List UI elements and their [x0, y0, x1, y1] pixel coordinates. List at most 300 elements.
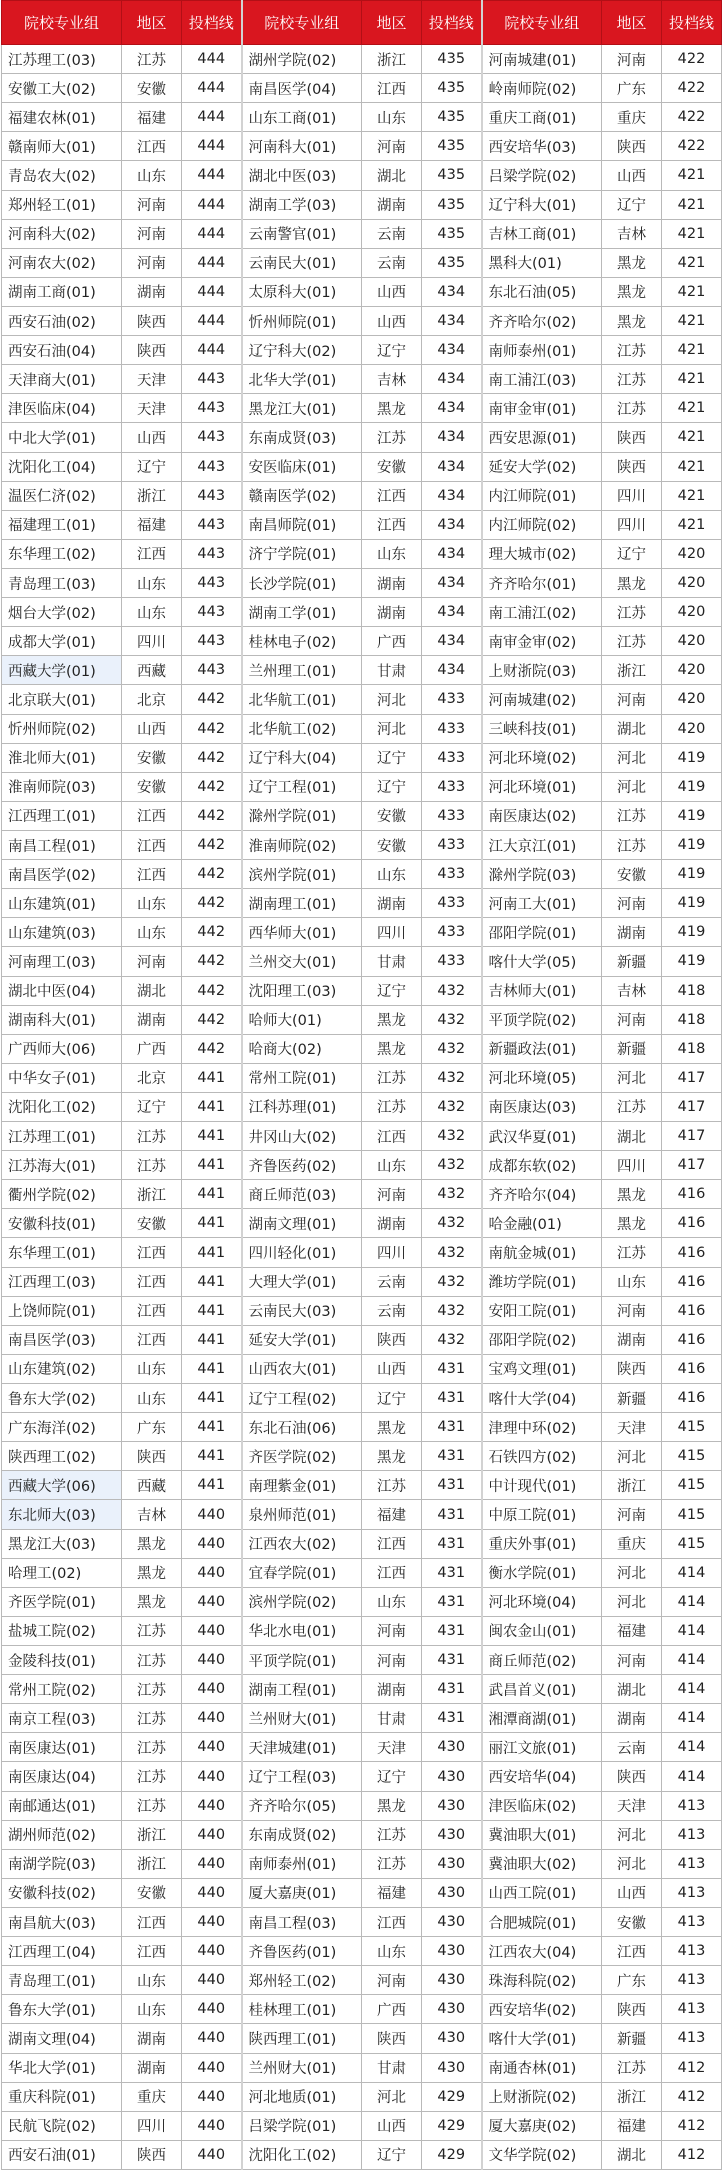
- cell-region: 辽宁: [362, 1384, 422, 1413]
- cell-region: 山东: [122, 568, 182, 597]
- cell-region: 安徽: [122, 743, 182, 772]
- cell-region: 广东: [602, 74, 662, 103]
- cell-score: 430: [422, 2024, 482, 2053]
- cell-name: 西安培华(02): [482, 1995, 602, 2024]
- cell-score: 413: [662, 1908, 722, 1937]
- cell-name: 湖州学院(02): [242, 45, 362, 74]
- cell-name: 西安石油(02): [2, 306, 122, 335]
- cell-region: 江西: [362, 74, 422, 103]
- table-row: [2, 656, 722, 685]
- table-row: [2, 336, 722, 365]
- cell-name: 广西师大(06): [2, 1034, 122, 1063]
- cell-score: 440: [182, 2111, 242, 2140]
- cell-score: 431: [422, 1384, 482, 1413]
- table-row: [2, 1704, 722, 1733]
- cell-score: 419: [662, 947, 722, 976]
- table-row: [2, 1151, 722, 1180]
- cell-name: 沈阳化工(02): [2, 1092, 122, 1121]
- cell-region: 辽宁: [362, 1762, 422, 1791]
- table-row: [2, 860, 722, 889]
- cell-region: 黑龙: [602, 248, 662, 277]
- cell-score: 415: [662, 1471, 722, 1500]
- cell-name: 喀什大学(04): [482, 1384, 602, 1413]
- cell-region: 山东: [362, 1151, 422, 1180]
- cell-name: 滁州学院(01): [242, 801, 362, 830]
- cell-score: 434: [422, 365, 482, 394]
- cell-region: 江苏: [362, 1471, 422, 1500]
- cell-score: 431: [422, 1500, 482, 1529]
- cell-score: 419: [662, 743, 722, 772]
- cell-name: 齐医学院(02): [242, 1442, 362, 1471]
- cell-score: 440: [182, 1529, 242, 1558]
- cell-region: 西藏: [122, 656, 182, 685]
- cell-region: 新疆: [602, 1034, 662, 1063]
- cell-name: 安阳工院(01): [482, 1296, 602, 1325]
- cell-region: 江苏: [602, 1238, 662, 1267]
- cell-name: 辽宁工程(01): [242, 772, 362, 801]
- cell-score: 413: [662, 1791, 722, 1820]
- cell-score: 434: [422, 306, 482, 335]
- cell-region: 北京: [122, 685, 182, 714]
- cell-name: 湖北中医(04): [2, 976, 122, 1005]
- cell-name: 青岛理工(03): [2, 568, 122, 597]
- cell-name: 辽宁科大(04): [242, 743, 362, 772]
- cell-name: 湖南工学(01): [242, 598, 362, 627]
- cell-region: 重庆: [602, 1529, 662, 1558]
- cell-name: 云南民大(01): [242, 248, 362, 277]
- cell-score: 444: [182, 74, 242, 103]
- cell-score: 444: [182, 45, 242, 74]
- header-cutoff-3: 投档线: [662, 1, 722, 45]
- cell-score: 444: [182, 277, 242, 306]
- cell-region: 新疆: [602, 947, 662, 976]
- cell-score: 433: [422, 743, 482, 772]
- cell-score: 431: [422, 1616, 482, 1645]
- cell-region: 江苏: [362, 1092, 422, 1121]
- cell-name: 常州工院(01): [242, 1063, 362, 1092]
- cell-name: 厦大嘉庚(01): [242, 1878, 362, 1907]
- cell-region: 四川: [602, 1151, 662, 1180]
- cell-score: 415: [662, 1442, 722, 1471]
- cell-region: 江苏: [122, 1151, 182, 1180]
- cell-score: 421: [662, 161, 722, 190]
- cell-name: 金陵科技(01): [2, 1646, 122, 1675]
- cell-name: 山东工商(01): [242, 103, 362, 132]
- cell-name: 河南科大(02): [2, 219, 122, 248]
- cell-name: 南工浦江(03): [482, 365, 602, 394]
- cell-region: 云南: [602, 1733, 662, 1762]
- cell-name: 湖南科大(01): [2, 1005, 122, 1034]
- table-row: [2, 1471, 722, 1500]
- cell-name: 安徽科技(02): [2, 1878, 122, 1907]
- cell-region: 山东: [122, 1384, 182, 1413]
- cell-region: 云南: [362, 1296, 422, 1325]
- cell-score: 414: [662, 1675, 722, 1704]
- cell-score: 440: [182, 1820, 242, 1849]
- cell-name: 陕西理工(02): [2, 1442, 122, 1471]
- cell-name: 大理大学(01): [242, 1267, 362, 1296]
- cell-score: 441: [182, 1122, 242, 1151]
- cell-region: 河北: [602, 1063, 662, 1092]
- cell-score: 415: [662, 1529, 722, 1558]
- cell-score: 443: [182, 598, 242, 627]
- cell-score: 413: [662, 1820, 722, 1849]
- cell-region: 湖南: [602, 1704, 662, 1733]
- cell-name: 黑科大(01): [482, 248, 602, 277]
- cell-region: 山东: [122, 161, 182, 190]
- cell-region: 山东: [362, 103, 422, 132]
- cell-name: 重庆外事(01): [482, 1529, 602, 1558]
- cell-name: 辽宁科大(02): [242, 336, 362, 365]
- cell-score: 412: [662, 2053, 722, 2082]
- header-region-1: 地区: [122, 1, 182, 45]
- cell-score: 441: [182, 1471, 242, 1500]
- cell-score: 420: [662, 568, 722, 597]
- cell-name: 济宁学院(01): [242, 539, 362, 568]
- cell-score: 434: [422, 656, 482, 685]
- cell-score: 442: [182, 947, 242, 976]
- cell-name: 西安石油(04): [2, 336, 122, 365]
- cell-region: 浙江: [362, 45, 422, 74]
- cell-region: 山东: [362, 539, 422, 568]
- cell-region: 河南: [362, 1966, 422, 1995]
- cell-region: 河南: [602, 685, 662, 714]
- cell-name: 石铁四方(02): [482, 1442, 602, 1471]
- cell-name: 安医临床(01): [242, 452, 362, 481]
- cell-name: 安徽工大(02): [2, 74, 122, 103]
- cell-name: 珠海科院(02): [482, 1966, 602, 1995]
- cell-region: 辽宁: [122, 1092, 182, 1121]
- cell-score: 441: [182, 1238, 242, 1267]
- cell-region: 云南: [362, 219, 422, 248]
- table-row: [2, 1267, 722, 1296]
- cell-score: 421: [662, 306, 722, 335]
- table-row: [2, 772, 722, 801]
- cell-score: 435: [422, 161, 482, 190]
- cell-name: 西安培华(04): [482, 1762, 602, 1791]
- cell-name: 江西理工(04): [2, 1937, 122, 1966]
- cell-score: 435: [422, 132, 482, 161]
- cell-region: 新疆: [602, 2024, 662, 2053]
- cell-name: 山东建筑(01): [2, 889, 122, 918]
- cell-region: 河北: [602, 1849, 662, 1878]
- table-row: [2, 452, 722, 481]
- cell-region: 河南: [122, 947, 182, 976]
- cell-name: 南湖学院(03): [2, 1849, 122, 1878]
- cell-name: 喀什大学(01): [482, 2024, 602, 2053]
- cell-score: 429: [422, 2082, 482, 2111]
- cell-score: 432: [422, 976, 482, 1005]
- cell-region: 黑龙: [122, 1587, 182, 1616]
- cell-name: 延安大学(02): [482, 452, 602, 481]
- header-school-group-3: 院校专业组: [482, 1, 602, 45]
- cell-name: 江科苏理(01): [242, 1092, 362, 1121]
- cell-name: 兰州交大(01): [242, 947, 362, 976]
- table-row: [2, 1966, 722, 1995]
- cell-name: 华北大学(01): [2, 2053, 122, 2082]
- table-row: [2, 248, 722, 277]
- cell-score: 420: [662, 685, 722, 714]
- table-row: [2, 1092, 722, 1121]
- cell-name: 湖南文理(04): [2, 2024, 122, 2053]
- cell-name: 河南理工(03): [2, 947, 122, 976]
- cell-score: 440: [182, 2053, 242, 2082]
- cell-score: 442: [182, 860, 242, 889]
- cell-score: 432: [422, 1034, 482, 1063]
- cell-score: 431: [422, 1413, 482, 1442]
- cell-region: 云南: [362, 1267, 422, 1296]
- cell-name: 内江师院(02): [482, 510, 602, 539]
- table-row: [2, 277, 722, 306]
- table-row: [2, 219, 722, 248]
- cell-name: 丽江文旅(01): [482, 1733, 602, 1762]
- cell-score: 442: [182, 801, 242, 830]
- cell-region: 江苏: [122, 1762, 182, 1791]
- table-row: [2, 1587, 722, 1616]
- cell-region: 黑龙: [122, 1558, 182, 1587]
- cell-region: 江西: [362, 1529, 422, 1558]
- cell-score: 430: [422, 1849, 482, 1878]
- cell-score: 412: [662, 2082, 722, 2111]
- cell-region: 江苏: [602, 1092, 662, 1121]
- table-row: [2, 918, 722, 947]
- table-row: [2, 306, 722, 335]
- cell-name: 青岛理工(01): [2, 1966, 122, 1995]
- cell-region: 江西: [122, 830, 182, 859]
- cell-name: 赣南医学(02): [242, 481, 362, 510]
- cell-name: 东南成贤(02): [242, 1820, 362, 1849]
- cell-name: 西华师大(01): [242, 918, 362, 947]
- cell-name: 江大京江(01): [482, 830, 602, 859]
- cell-score: 422: [662, 132, 722, 161]
- cell-name: 成都大学(01): [2, 627, 122, 656]
- cell-region: 江西: [362, 481, 422, 510]
- cell-region: 黑龙: [362, 394, 422, 423]
- table-row: [2, 1849, 722, 1878]
- cell-region: 江西: [122, 801, 182, 830]
- cell-score: 440: [182, 2082, 242, 2111]
- cell-name: 湘潭商湖(01): [482, 1704, 602, 1733]
- cell-region: 湖南: [602, 918, 662, 947]
- cell-score: 418: [662, 1005, 722, 1034]
- cell-name: 西藏大学(06): [2, 1471, 122, 1500]
- cell-score: 422: [662, 74, 722, 103]
- cell-name: 南京工程(03): [2, 1704, 122, 1733]
- cell-name: 南医康达(03): [482, 1092, 602, 1121]
- cell-score: 442: [182, 830, 242, 859]
- cell-score: 417: [662, 1151, 722, 1180]
- cell-score: 420: [662, 714, 722, 743]
- cell-name: 东北石油(06): [242, 1413, 362, 1442]
- table-row: [2, 1384, 722, 1413]
- cell-score: 443: [182, 656, 242, 685]
- cell-score: 413: [662, 1966, 722, 1995]
- cell-score: 421: [662, 219, 722, 248]
- cell-name: 西安思源(01): [482, 423, 602, 452]
- cell-name: 烟台大学(02): [2, 598, 122, 627]
- table-row: [2, 1995, 722, 2024]
- cell-score: 414: [662, 1762, 722, 1791]
- cell-score: 441: [182, 1267, 242, 1296]
- header-school-group-1: 院校专业组: [2, 1, 122, 45]
- cell-name: 南医康达(02): [482, 801, 602, 830]
- cell-score: 434: [422, 568, 482, 597]
- cell-region: 河南: [602, 1500, 662, 1529]
- table-row: [2, 947, 722, 976]
- cell-region: 江西: [362, 1908, 422, 1937]
- cell-score: 430: [422, 1791, 482, 1820]
- cell-name: 兰州理工(01): [242, 656, 362, 685]
- cell-score: 412: [662, 2111, 722, 2140]
- cell-name: 桂林理工(01): [242, 1995, 362, 2024]
- cell-name: 沈阳化工(04): [2, 452, 122, 481]
- cell-name: 忻州师院(02): [2, 714, 122, 743]
- cell-region: 湖北: [122, 976, 182, 1005]
- cell-region: 吉林: [602, 219, 662, 248]
- cell-score: 419: [662, 772, 722, 801]
- cell-name: 齐医学院(01): [2, 1587, 122, 1616]
- cell-region: 河北: [602, 1820, 662, 1849]
- cell-score: 422: [662, 103, 722, 132]
- cell-region: 陕西: [122, 306, 182, 335]
- cell-region: 广西: [362, 627, 422, 656]
- cell-region: 江苏: [122, 1791, 182, 1820]
- cell-name: 温医仁济(02): [2, 481, 122, 510]
- cell-score: 430: [422, 1937, 482, 1966]
- cell-region: 安徽: [602, 1908, 662, 1937]
- cell-region: 河南: [602, 1005, 662, 1034]
- cell-name: 武昌首义(01): [482, 1675, 602, 1704]
- cell-score: 416: [662, 1354, 722, 1383]
- cell-name: 邵阳学院(01): [482, 918, 602, 947]
- cell-region: 江西: [122, 132, 182, 161]
- cell-score: 442: [182, 1005, 242, 1034]
- cell-region: 陕西: [602, 132, 662, 161]
- cell-region: 甘肃: [362, 1704, 422, 1733]
- cell-name: 哈商大(02): [242, 1034, 362, 1063]
- cell-region: 黑龙: [362, 1791, 422, 1820]
- cell-name: 南医康达(04): [2, 1762, 122, 1791]
- cell-region: 江西: [122, 1238, 182, 1267]
- cell-name: 南昌航大(03): [2, 1908, 122, 1937]
- table-row: [2, 568, 722, 597]
- cell-name: 天津城建(01): [242, 1733, 362, 1762]
- cell-score: 420: [662, 598, 722, 627]
- cell-name: 中北大学(01): [2, 423, 122, 452]
- cell-score: 440: [182, 2140, 242, 2169]
- cell-score: 417: [662, 1092, 722, 1121]
- cell-region: 辽宁: [362, 976, 422, 1005]
- table-row: [2, 1034, 722, 1063]
- cell-score: 444: [182, 336, 242, 365]
- table-row: [2, 1238, 722, 1267]
- cell-score: 420: [662, 539, 722, 568]
- cell-name: 中华女子(01): [2, 1063, 122, 1092]
- cell-region: 黑龙: [362, 1005, 422, 1034]
- cell-score: 433: [422, 685, 482, 714]
- cell-region: 江西: [362, 1558, 422, 1587]
- cell-name: 天津商大(01): [2, 365, 122, 394]
- cell-name: 湖南理工(01): [242, 889, 362, 918]
- cell-region: 湖北: [362, 161, 422, 190]
- cell-region: 黑龙: [602, 306, 662, 335]
- cell-name: 三峡科技(01): [482, 714, 602, 743]
- cell-name: 盐城工院(02): [2, 1616, 122, 1645]
- cell-region: 辽宁: [362, 772, 422, 801]
- cell-score: 429: [422, 2111, 482, 2140]
- cell-name: 中计现代(01): [482, 1471, 602, 1500]
- cell-region: 重庆: [122, 2082, 182, 2111]
- cell-name: 南昌工程(01): [2, 830, 122, 859]
- cell-name: 河北环境(02): [482, 743, 602, 772]
- cell-name: 湖州师范(02): [2, 1820, 122, 1849]
- cell-name: 成都东软(02): [482, 1151, 602, 1180]
- cell-region: 山东: [122, 889, 182, 918]
- cell-name: 淮北师大(01): [2, 743, 122, 772]
- cell-region: 福建: [362, 1878, 422, 1907]
- cell-name: 陕西理工(01): [242, 2024, 362, 2053]
- cell-score: 434: [422, 598, 482, 627]
- cell-region: 河南: [122, 219, 182, 248]
- cell-region: 安徽: [362, 801, 422, 830]
- cell-region: 四川: [362, 1238, 422, 1267]
- cell-region: 山西: [602, 1878, 662, 1907]
- cell-score: 444: [182, 219, 242, 248]
- cell-region: 河南: [122, 248, 182, 277]
- cell-region: 广西: [122, 1034, 182, 1063]
- cell-region: 江苏: [122, 1646, 182, 1675]
- cell-region: 山东: [122, 1995, 182, 2024]
- cell-score: 444: [182, 103, 242, 132]
- cell-name: 宝鸡文理(01): [482, 1354, 602, 1383]
- table-row: [2, 1180, 722, 1209]
- cell-name: 沈阳化工(02): [242, 2140, 362, 2169]
- cell-name: 上饶师院(01): [2, 1296, 122, 1325]
- cell-name: 齐齐哈尔(02): [482, 306, 602, 335]
- cell-region: 江苏: [122, 1704, 182, 1733]
- cell-region: 辽宁: [362, 336, 422, 365]
- cell-region: 江苏: [122, 1616, 182, 1645]
- cell-score: 440: [182, 1937, 242, 1966]
- cell-score: 419: [662, 860, 722, 889]
- cell-score: 430: [422, 2053, 482, 2082]
- cell-name: 福建农林(01): [2, 103, 122, 132]
- cell-name: 华北水电(01): [242, 1616, 362, 1645]
- cell-name: 青岛农大(02): [2, 161, 122, 190]
- cell-region: 陕西: [122, 1442, 182, 1471]
- cell-name: 河南工大(01): [482, 889, 602, 918]
- cell-region: 江苏: [362, 423, 422, 452]
- cell-name: 齐齐哈尔(01): [482, 568, 602, 597]
- cell-region: 江西: [122, 539, 182, 568]
- cell-region: 山西: [362, 277, 422, 306]
- cell-region: 湖南: [362, 568, 422, 597]
- cell-region: 湖南: [362, 1675, 422, 1704]
- cell-name: 淮南师院(02): [242, 830, 362, 859]
- cell-region: 江苏: [362, 1849, 422, 1878]
- cell-region: 山东: [122, 918, 182, 947]
- cell-score: 434: [422, 510, 482, 539]
- cell-score: 440: [182, 2024, 242, 2053]
- cell-score: 434: [422, 336, 482, 365]
- cell-name: 北京联大(01): [2, 685, 122, 714]
- table-row: [2, 1005, 722, 1034]
- cell-region: 山西: [602, 161, 662, 190]
- table-row: [2, 365, 722, 394]
- cell-score: 440: [182, 1558, 242, 1587]
- cell-score: 420: [662, 656, 722, 685]
- cell-score: 417: [662, 1063, 722, 1092]
